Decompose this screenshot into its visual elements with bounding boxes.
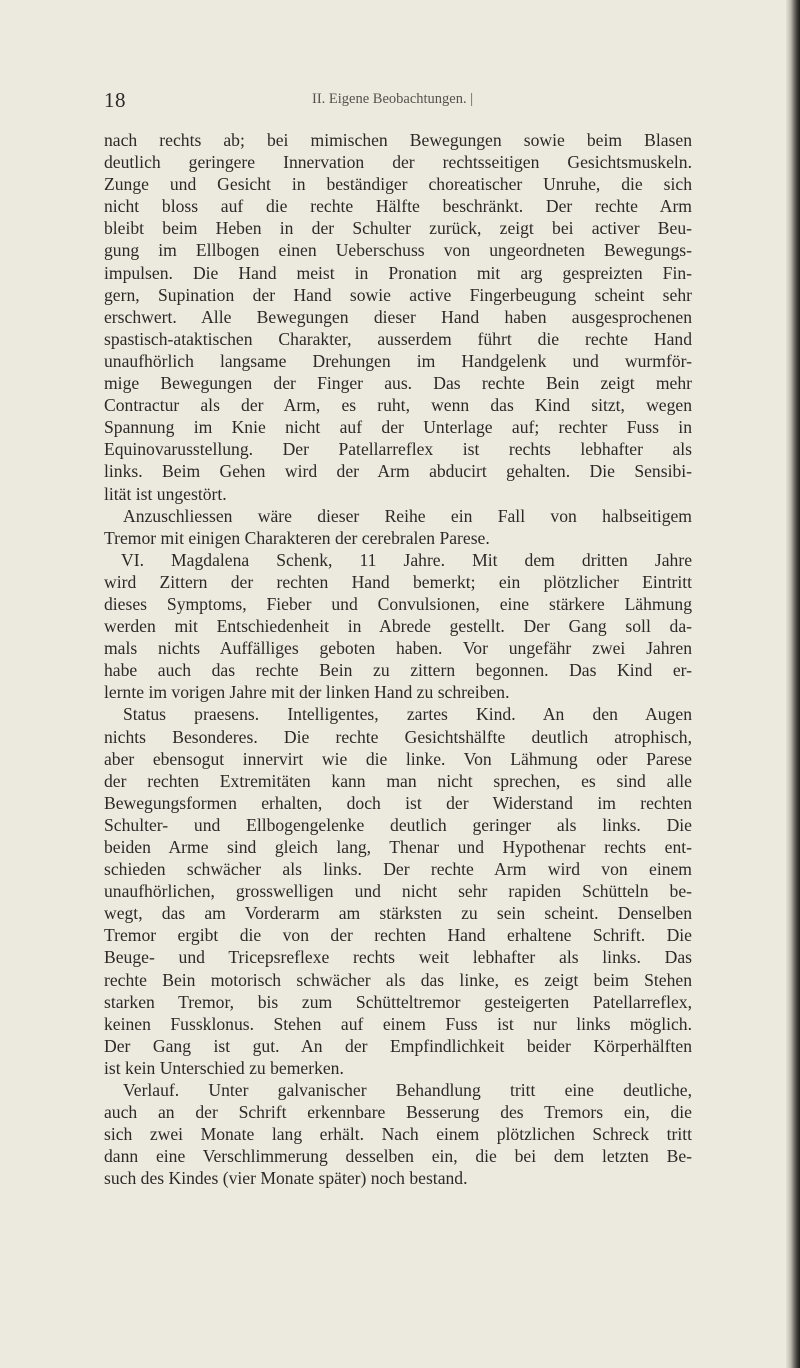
text-line: auch an der Schrift erkennbare Besserung des Tremors ein, die [104, 1102, 692, 1123]
text-line: nicht bloss auf die rechte Hälfte beschränkt. Der rechte Arm [104, 196, 692, 217]
case-heading-line: VI. Magdalena Schenk, 11 Jahre. Mit dem dritten Jahre [121, 549, 692, 570]
page-number: 18 [104, 88, 126, 112]
text-line: links. Beim Gehen wird der Arm abducirt gehalten. Die Sensibi- [104, 461, 692, 482]
text-line: habe auch das rechte Bein zu zittern begonnen. Das Kind er- [104, 660, 692, 681]
text-line: unaufhörlich langsame Drehungen im Handgelenk und wurmför- [104, 350, 692, 371]
text-line: Bewegungsformen erhalten, doch ist der Widerstand im rechten [104, 792, 692, 813]
text-line: erschwert. Alle Bewegungen dieser Hand haben ausgesprochenen [104, 306, 692, 327]
text-line: aber ebensogut innervirt wie die linke. Von Lähmung oder Parese [104, 748, 692, 769]
text-line: wegt, das am Vorderarm am stärksten zu sein scheint. Denselben [104, 903, 692, 924]
text-line: deutlich geringere Innervation der rechtsseitigen Gesichtsmuskeln. [104, 152, 692, 173]
text-line: starken Tremor, bis zum Schütteltremor gesteigerten Patellarreflex, [104, 991, 692, 1012]
text-line: such des Kindes (vier Monate später) noch bestand. [104, 1168, 468, 1189]
text-line: dann eine Verschlimmerung desselben ein, die bei dem letzten Be- [104, 1146, 692, 1167]
text-line: Equinovarusstellung. Der Patellarreflex ist rechts lebhafter als [104, 439, 692, 460]
text-line: nach rechts ab; bei mimischen Bewegungen sowie beim Blasen [104, 130, 692, 150]
text-line: Schulter- und Ellbogengelenke deutlich geringer als links. Die [104, 814, 692, 835]
text-line: keinen Fussklonus. Stehen auf einem Fuss ist nur links möglich. [104, 1013, 692, 1034]
text-line: bleibt beim Heben in der Schulter zurück, zeigt bei activer Beu- [104, 218, 692, 239]
text-line: dieses Symptoms, Fieber und Convulsionen, eine stärkere Lähmung [104, 593, 692, 614]
text-line: Contractur als der Arm, es ruht, wenn das Kind sitzt, wegen [104, 395, 692, 416]
body-text [104, 129, 692, 1190]
text-line: Anzuschliessen wäre dieser Reihe ein Fall von halbseitigem [123, 505, 692, 526]
text-line: schieden schwächer als links. Der rechte Arm wird von einem [104, 859, 692, 880]
text-line: unaufhörlichen, grosswelligen und nicht sehr rapiden Schütteln be- [104, 881, 692, 902]
text-line: gung im Ellbogen einen Ueberschuss von ungeordneten Bewegungs- [104, 240, 692, 261]
text-line: Zunge und Gesicht in beständiger choreatischer Unruhe, die sich [104, 174, 692, 195]
text-line: Spannung im Knie nicht auf der Unterlage auf; rechter Fuss in [104, 417, 692, 438]
text-line: der rechten Extremitäten kann man nicht sprechen, es sind alle [104, 770, 692, 791]
text-line: impulsen. Die Hand meist in Pronation mit arg gespreizten Fin- [104, 262, 692, 283]
text-line: mige Bewegungen der Finger aus. Das rechte Bein zeigt mehr [104, 373, 692, 394]
text-line: lität ist ungestört. [104, 483, 227, 504]
text-line: nichts Besonderes. Die rechte Gesichtshälfte deutlich atrophisch, [104, 726, 692, 747]
text-line: gern, Supination der Hand sowie active Fingerbeugung scheint sehr [104, 284, 692, 305]
page-binding-edge [786, 0, 800, 1368]
status-heading-line: Status praesens. Intelligentes, zartes Kind. An den Augen [123, 704, 692, 725]
text-line: Der Gang ist gut. An der Empfindlichkeit beider Körperhälften [104, 1035, 692, 1056]
text-line: mals nichts Auffälliges geboten haben. Vor ungefähr zwei Jahren [104, 638, 692, 659]
text-line: wird Zittern der rechten Hand bemerkt; ein plötzlicher Eintritt [104, 571, 692, 592]
running-head: II. Eigene Beobachtungen. | [312, 91, 474, 107]
page-header [104, 88, 724, 110]
text-line: werden mit Entschiedenheit in Abrede gestellt. Der Gang soll da- [104, 616, 692, 637]
text-line: lernte im vorigen Jahre mit der linken Hand zu schreiben. [104, 682, 510, 703]
text-line: Beuge- und Tricepsreflexe rechts weit lebhafter als links. Das [104, 947, 692, 968]
text-line: beiden Arme sind gleich lang, Thenar und Hypothenar rechts ent- [104, 837, 692, 857]
text-line: sich zwei Monate lang erhält. Nach einem plötzlichen Schreck tritt [104, 1124, 692, 1145]
text-line: ist kein Unterschied zu bemerken. [104, 1057, 344, 1078]
text-line: Tremor mit einigen Charakteren der cerebralen Parese. [104, 527, 490, 548]
text-line: rechte Bein motorisch schwächer als das linke, es zeigt beim Stehen [104, 969, 692, 990]
text-line: Tremor ergibt die von der rechten Hand erhaltene Schrift. Die [104, 925, 692, 946]
verlauf-heading-line: Verlauf. Unter galvanischer Behandlung tritt eine deutliche, [123, 1080, 692, 1101]
text-line: spastisch-ataktischen Charakter, ausserdem führt die rechte Hand [104, 328, 692, 349]
